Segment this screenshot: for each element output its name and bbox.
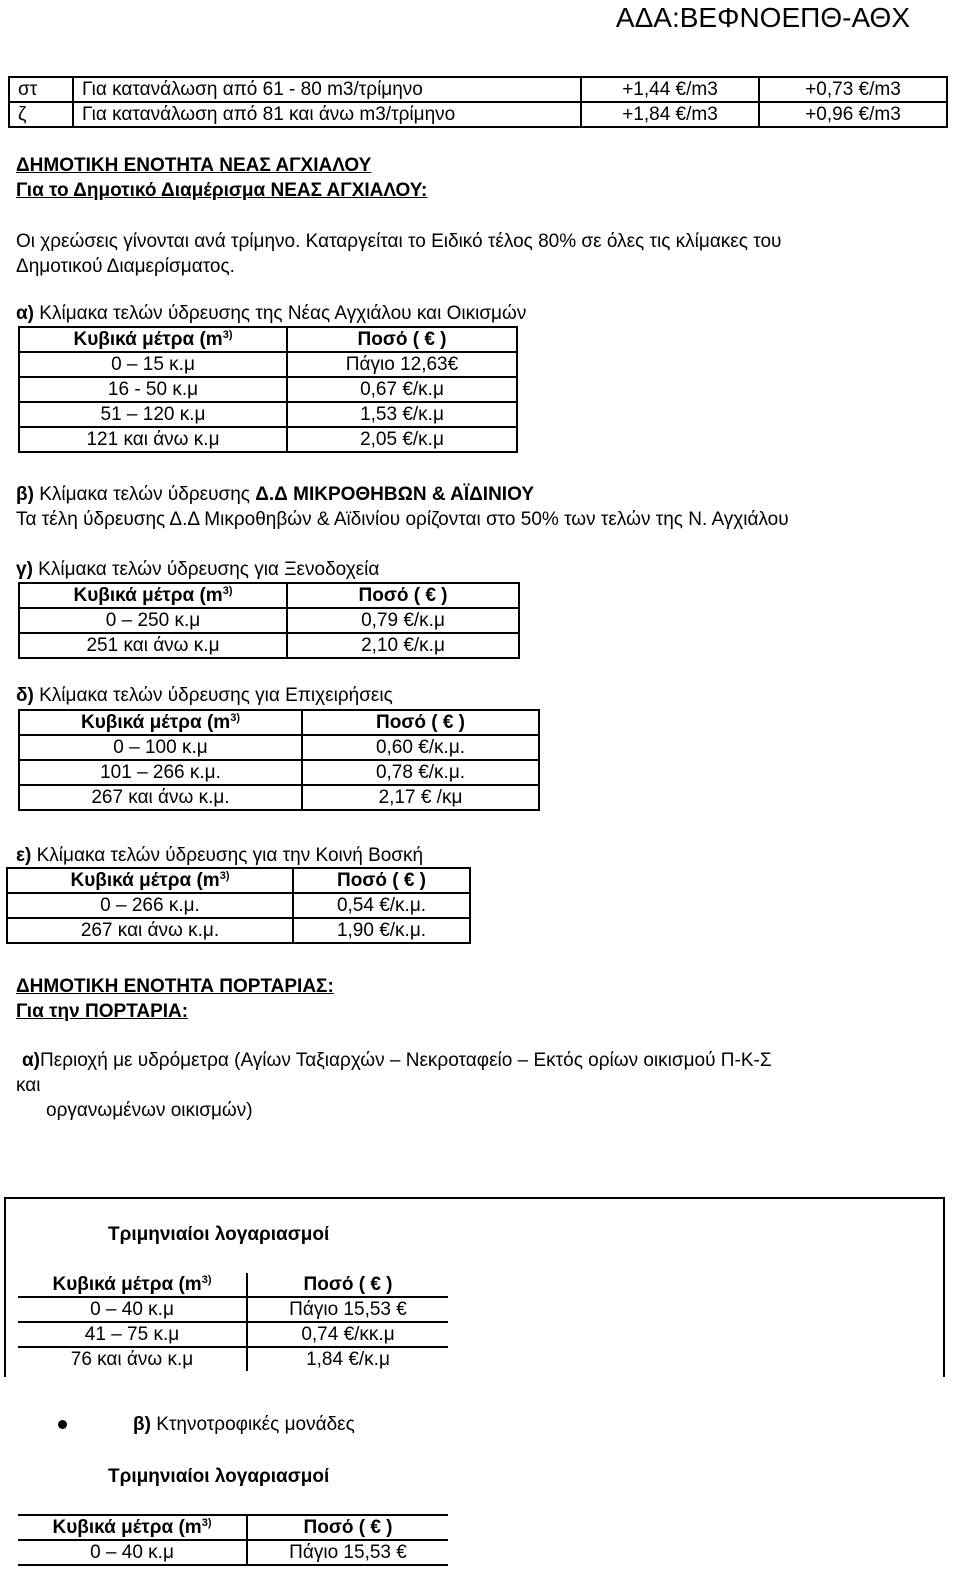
table-header-row [18,1273,448,1297]
header-volume: Κυβικά μέτρα ($m^{3)}$ [18,1515,247,1540]
section-subtitle: Για την ΠΟΡΤΑΡΙΑ: [16,1001,189,1022]
row-charge-b: +0,96 €/m3 [759,102,947,127]
amount-cell: Πάγιο 12,63€ [287,352,517,377]
amount-cell: 0,60 €/κ.μ. [302,735,539,760]
table-row [18,1297,448,1322]
amount-cell: 2,05 €/κ.μ [287,427,517,452]
volume-cell: 76 και άνω κ.μ [18,1347,247,1371]
note-text: Οι χρεώσεις γίνονται ανά τρίμηνο. Καταργείται το Ειδικό τέλος 80% σε όλες τις κλίμακες του [16,231,782,252]
row-description: Για κατανάλωση από 61 - 80 m3/τρίμηνο [73,77,581,102]
scale-d-table [18,709,540,811]
scale-b-note: Τα τέλη ύδρευσης Δ.Δ Μικροθηβών & Αϊδινίου ορίζονται στο 50% των τελών της Ν. Αγχιάλου [16,509,789,530]
area-text: Περιοχή με υδρόμετρα (Αγίων Ταξιαρχών – Νεκροταφείο – Εκτός ορίων οικισμού Π-Κ-Σ [40,1050,772,1071]
table-header-row [18,1515,448,1540]
portaria-table [18,1273,448,1371]
volume-cell: 0 – 15 κ.μ [19,352,287,377]
header-volume: Κυβικά μέτρα ($m^{3)}$ [19,710,302,735]
document-reference: ΑΔΑ:ΒΕΦΝΟΕΠΘ-ΑΘΧ [615,2,910,33]
amount-cell: 0,54 €/κ.μ. [293,893,470,918]
volume-cell: 16 - 50 κ.μ [19,377,287,402]
row-description: Για κατανάλωση από 81 και άνω m3/τρίμηνο [73,102,581,127]
table-header-row [19,710,539,735]
amount-cell: 1,84 €/κ.μ [247,1347,448,1371]
row-label: στ [9,77,73,102]
table-header-row [19,327,517,352]
volume-cell: 121 και άνω κ.μ [19,427,287,452]
amount-cell: 0,79 €/κ.μ [287,608,519,633]
header-volume: Κυβικά μέτρα ($m^{3)}$ [19,583,287,608]
consumption-surcharge-table [8,76,948,128]
volume-cell: 51 – 120 κ.μ [19,402,287,427]
header-amount: Ποσό ( € ) [247,1273,448,1297]
quarterly-bills-title: Τριμηνιαίοι λογαριασμοί [108,1466,330,1487]
header-amount: Ποσό ( € ) [302,710,539,735]
header-amount: Ποσό ( € ) [293,868,470,893]
volume-cell: 267 και άνω κ.μ. [7,918,293,943]
amount-cell: 0,74 €/κκ.μ [247,1322,448,1347]
table-row [7,918,470,943]
note-text: Δημοτικού Διαμερίσματος. [16,256,235,277]
table-row [19,633,519,658]
scale-label: ε) [16,845,32,866]
amount-cell: Πάγιο 15,53 € [247,1540,448,1565]
header-volume: Κυβικά μέτρα ($m^{3)}$ [19,327,287,352]
header-amount: Ποσό ( € ) [287,583,519,608]
section-subtitle: Για το Δημοτικό Διαμέρισμα ΝΕΑΣ ΑΓΧΙΑΛΟΥ: [16,180,428,201]
amount-cell: 0,78 €/κ.μ. [302,760,539,785]
livestock-table [18,1514,448,1566]
scale-a-heading [16,303,526,325]
scale-title: Κλίμακα τελών ύδρευσης της Νέας Αγχιάλου και Οικισμών [34,303,527,324]
scale-label: γ) [16,559,33,580]
bullet-icon [58,1420,67,1429]
table-row [19,402,517,427]
livestock-label: β) [133,1414,151,1435]
quarterly-bills-title: Τριμηνιαίοι λογαριασμοί [108,1224,330,1245]
scale-e-heading [16,845,423,867]
scale-a-table [18,326,518,453]
table-header-row [19,583,519,608]
volume-cell: 0 – 250 κ.μ [19,608,287,633]
table-row [19,760,539,785]
row-charge-a: +1,44 €/m3 [581,77,759,102]
volume-cell: 41 – 75 κ.μ [18,1322,247,1347]
table-row [18,1322,448,1347]
table-row [18,1540,448,1565]
scale-label: δ) [16,685,34,706]
table-row [19,377,517,402]
scale-title: Κλίμακα τελών ύδρευσης για την Κοινή Βοσκή [31,845,424,866]
table-header-row [7,868,470,893]
table-row [9,102,947,127]
amount-cell: 1,53 €/κ.μ [287,402,517,427]
scale-e-table [6,867,471,944]
header-amount: Ποσό ( € ) [287,327,517,352]
volume-cell: 0 – 100 κ.μ [19,735,302,760]
scale-title: Κλίμακα τελών ύδρευσης για Ξενοδοχεία [32,559,380,580]
scale-c-table [18,582,520,659]
scale-c-heading [16,559,379,581]
table-row [19,608,519,633]
livestock-heading [133,1414,355,1436]
section-title: ΔΗΜΟΤΙΚΗ ΕΝΟΤΗΤΑ ΠΟΡΤΑΡΙΑΣ: [16,976,334,997]
row-label: ζ [9,102,73,127]
amount-cell: 0,67 €/κ.μ [287,377,517,402]
table-row [19,352,517,377]
area-text: και [16,1075,41,1096]
table-row [18,1347,448,1371]
volume-cell: 251 και άνω κ.μ [19,633,287,658]
area-label: α) [22,1050,41,1071]
section-title: ΔΗΜΟΤΙΚΗ ΕΝΟΤΗΤΑ ΝΕΑΣ ΑΓΧΙΑΛΟΥ [16,155,372,176]
table-row [19,735,539,760]
volume-cell: 267 και άνω κ.μ. [19,785,302,810]
livestock-title: Κτηνοτροφικές μονάδες [150,1414,355,1435]
scale-d-heading [16,685,393,707]
scale-title-bold: Δ.Δ ΜΙΚΡΟΘΗΒΩΝ & ΑΪΔΙΝΙΟΥ [255,484,535,505]
volume-cell: 0 – 40 κ.μ [18,1540,247,1565]
amount-cell: Πάγιο 15,53 € [247,1297,448,1322]
scale-b-heading [16,484,534,506]
scale-label: α) [16,303,35,324]
header-volume: Κυβικά μέτρα ($m^{3)}$ [7,868,293,893]
portaria-area-heading [22,1050,772,1072]
amount-cell: 2,17 € /κμ [302,785,539,810]
table-row [19,785,539,810]
row-charge-b: +0,73 €/m3 [759,77,947,102]
volume-cell: 101 – 266 κ.μ. [19,760,302,785]
scale-title: Κλίμακα τελών ύδρευσης [33,484,256,505]
table-row [7,893,470,918]
amount-cell: 1,90 €/κ.μ. [293,918,470,943]
amount-cell: 2,10 €/κ.μ [287,633,519,658]
scale-label: β) [16,484,34,505]
table-row [9,77,947,102]
table-row [19,427,517,452]
scale-title: Κλίμακα τελών ύδρευσης για Επιχειρήσεις [33,685,393,706]
volume-cell: 0 – 40 κ.μ [18,1297,247,1322]
volume-cell: 0 – 266 κ.μ. [7,893,293,918]
area-text: οργανωμένων οικισμών) [46,1100,253,1121]
header-amount: Ποσό ( € ) [247,1515,448,1540]
header-volume: Κυβικά μέτρα ($m^{3)}$ [18,1273,247,1297]
row-charge-a: +1,84 €/m3 [581,102,759,127]
